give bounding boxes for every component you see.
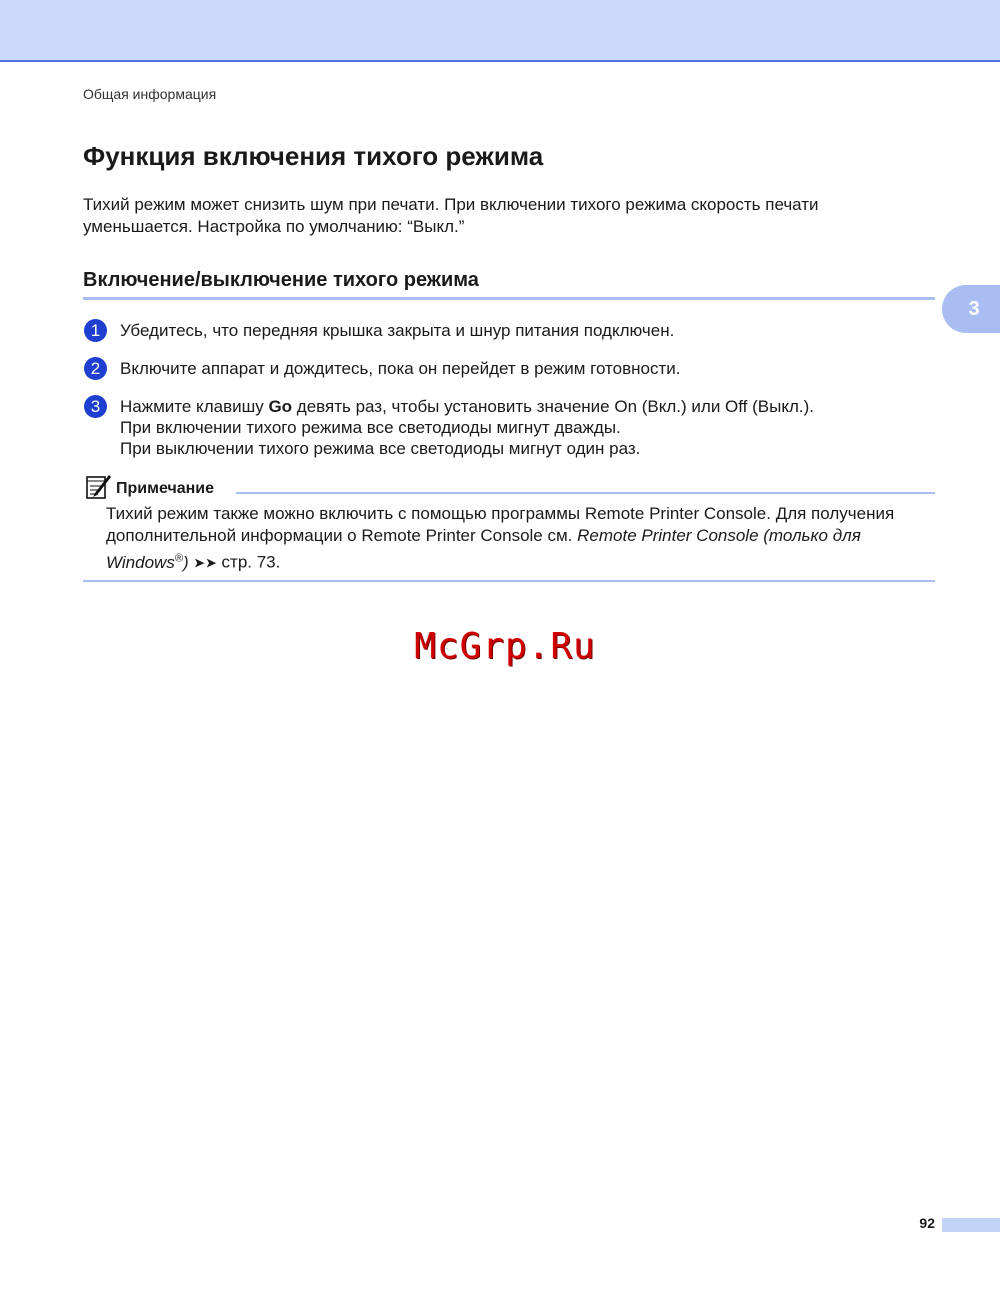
step-3-line-2: При включении тихого режима все светодиоды мигнут дважды. — [120, 418, 621, 437]
page-title: Функция включения тихого режима — [83, 141, 544, 171]
step-3-line-1 — [120, 396, 920, 417]
page-number-tab — [942, 1218, 1000, 1232]
page-reference: стр. 73. — [216, 552, 281, 572]
step-text: Убедитесь, что передняя крышка закрыта и шнур питания подключен. — [120, 321, 675, 340]
cross-reference-link[interactable]: Remote Printer Console (только для — [577, 526, 861, 545]
step-3-text-before: Нажмите клавишу — [120, 397, 269, 416]
note-line-2 — [106, 525, 936, 547]
top-band — [0, 0, 1000, 62]
page-number: 92 — [919, 1215, 935, 1231]
step-number-circle: 1 — [84, 319, 107, 342]
go-key-label: Go — [268, 397, 293, 416]
section-heading: Включение/выключение тихого режима — [83, 269, 479, 291]
section-divider — [83, 297, 935, 300]
chapter-tab: 3 — [942, 285, 1000, 333]
note-divider-bottom — [83, 580, 935, 582]
note-divider-top — [236, 492, 935, 494]
note-text — [106, 503, 936, 574]
step-text: Включите аппарат и дождитесь, пока он перейдет в режим готовности. — [120, 359, 681, 378]
running-header: Общая информация — [83, 86, 217, 102]
intro-line-2: уменьшается. Настройка по умолчанию: “Выкл.” — [83, 217, 465, 236]
step-text — [120, 396, 920, 459]
note-line-3 — [106, 547, 936, 574]
watermark-logo: McGrp.Ru — [414, 626, 596, 667]
step-number-circle: 2 — [84, 357, 107, 380]
note-pencil-icon — [84, 473, 112, 501]
registered-mark: ® — [174, 552, 183, 564]
step-number-circle: 3 — [84, 395, 107, 418]
double-arrow-icon: ➤➤ — [193, 554, 217, 571]
link-close-paren: ) — [182, 552, 189, 572]
windows-label: Windows — [106, 552, 175, 572]
note-line-2-text: дополнительной информации о Remote Printer Console см. — [106, 526, 578, 545]
cross-reference-link-end[interactable] — [106, 553, 189, 572]
intro-line-1: Тихий режим может снизить шум при печати. При включении тихого режима скорость печати — [83, 195, 819, 214]
step-3-line-3: При выключении тихого режима все светодиоды мигнут один раз. — [120, 439, 641, 458]
note-label: Примечание — [116, 480, 215, 497]
step-3-text-after: девять раз, чтобы установить значение On (Вкл.) или Off (Выкл.). — [292, 397, 814, 416]
intro-paragraph — [83, 194, 933, 238]
note-line-1: Тихий режим также можно включить с помощью программы Remote Printer Console. Для получения — [106, 504, 895, 523]
